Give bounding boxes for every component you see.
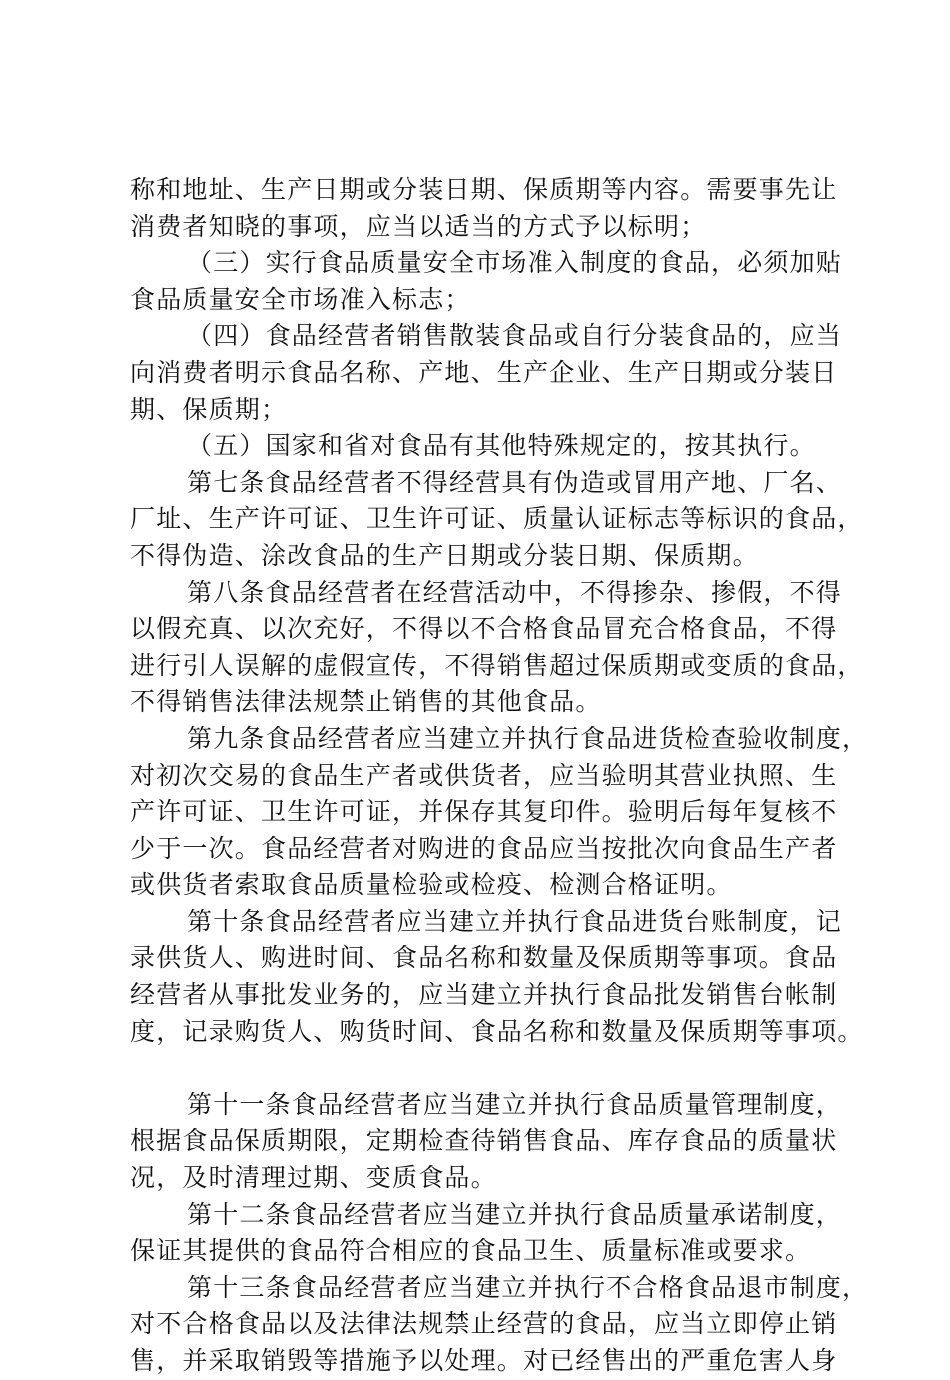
text-line: 少于一次。食品经营者对购进的食品应当按批次向食品生产者 [130,833,838,863]
document-body [130,172,869,1380]
text-line: 食品质量安全市场准入标志； [130,284,471,314]
text-line: 第十一条食品经营者应当建立并执行食品质量管理制度， [187,1089,843,1119]
text-line: 第九条食品经营者应当建立并执行食品进货检查验收制度， [187,723,869,753]
text-line: 保证其提供的食品符合相应的食品卫生、质量标准或要求。 [130,1236,812,1266]
text-line: 称和地址、生产日期或分装日期、保质期等内容。需要事先让 [130,175,838,204]
text-line: 度，记录购货人、购货时间、食品名称和数量及保质期等事项。 [130,1016,864,1046]
text-line: 不得伪造、涂改食品的生产日期或分装日期、保质期。 [130,540,759,570]
text-line: 不得销售法律法规禁止销售的其他食品。 [130,687,602,717]
text-line: 第七条食品经营者不得经营具有伪造或冒用产地、厂名、 [187,467,843,497]
text-line: 或供货者索取食品质量检验或检疫、检测合格证明。 [130,870,733,900]
text-line: 第十二条食品经营者应当建立并执行食品质量承诺制度， [187,1199,843,1229]
text-line: 第十三条食品经营者应当建立并执行不合格食品退市制度， [187,1272,869,1302]
text-line: （五）国家和省对食品有其他特殊规定的，按其执行。 [187,431,816,461]
text-line: 对不合格食品以及法律法规禁止经营的食品，应当立即停止销 [130,1309,838,1339]
text-line: 厂址、生产许可证、卫生许可证、质量认证标志等标识的食品， [130,504,864,534]
text-line: 根据食品保质期限，定期检查待销售食品、库存食品的质量状 [130,1126,838,1156]
text-line: 向消费者明示食品名称、产地、生产企业、生产日期或分装日 [130,357,838,387]
text-line: 产许可证、卫生许可证，并保存其复印件。验明后每年复核不 [130,797,838,827]
text-line: 录供货人、购进时间、食品名称和数量及保质期等事项。食品 [130,943,838,973]
text-line: 第八条食品经营者在经营活动中，不得掺杂、掺假，不得 [187,577,843,607]
text-line: 经营者从事批发业务的，应当建立并执行食品批发销售台帐制 [130,980,838,1010]
text-line: 售，并采取销毁等措施予以处理。对已经售出的严重危害人身 [130,1346,838,1375]
text-line: （四）食品经营者销售散装食品或自行分装食品的，应当 [187,321,843,351]
text-line: 期、保质期； [130,394,288,424]
text-line: 以假充真、以次充好，不得以不合格食品冒充合格食品，不得 [130,614,838,644]
paragraph-gap [130,1050,850,1087]
text-line: 对初次交易的食品生产者或供货者，应当验明其营业执照、生 [130,760,838,790]
text-line: 第十条食品经营者应当建立并执行食品进货台账制度，记 [187,906,843,936]
text-line: （三）实行食品质量安全市场准入制度的食品，必须加贴 [187,248,843,278]
text-line: 况，及时清理过期、变质食品。 [130,1163,497,1193]
text-line: 消费者知晓的事项，应当以适当的方式予以标明； [130,211,707,241]
text-line: 进行引人误解的虚假宣传，不得销售超过保质期或变质的食品， [130,650,864,680]
